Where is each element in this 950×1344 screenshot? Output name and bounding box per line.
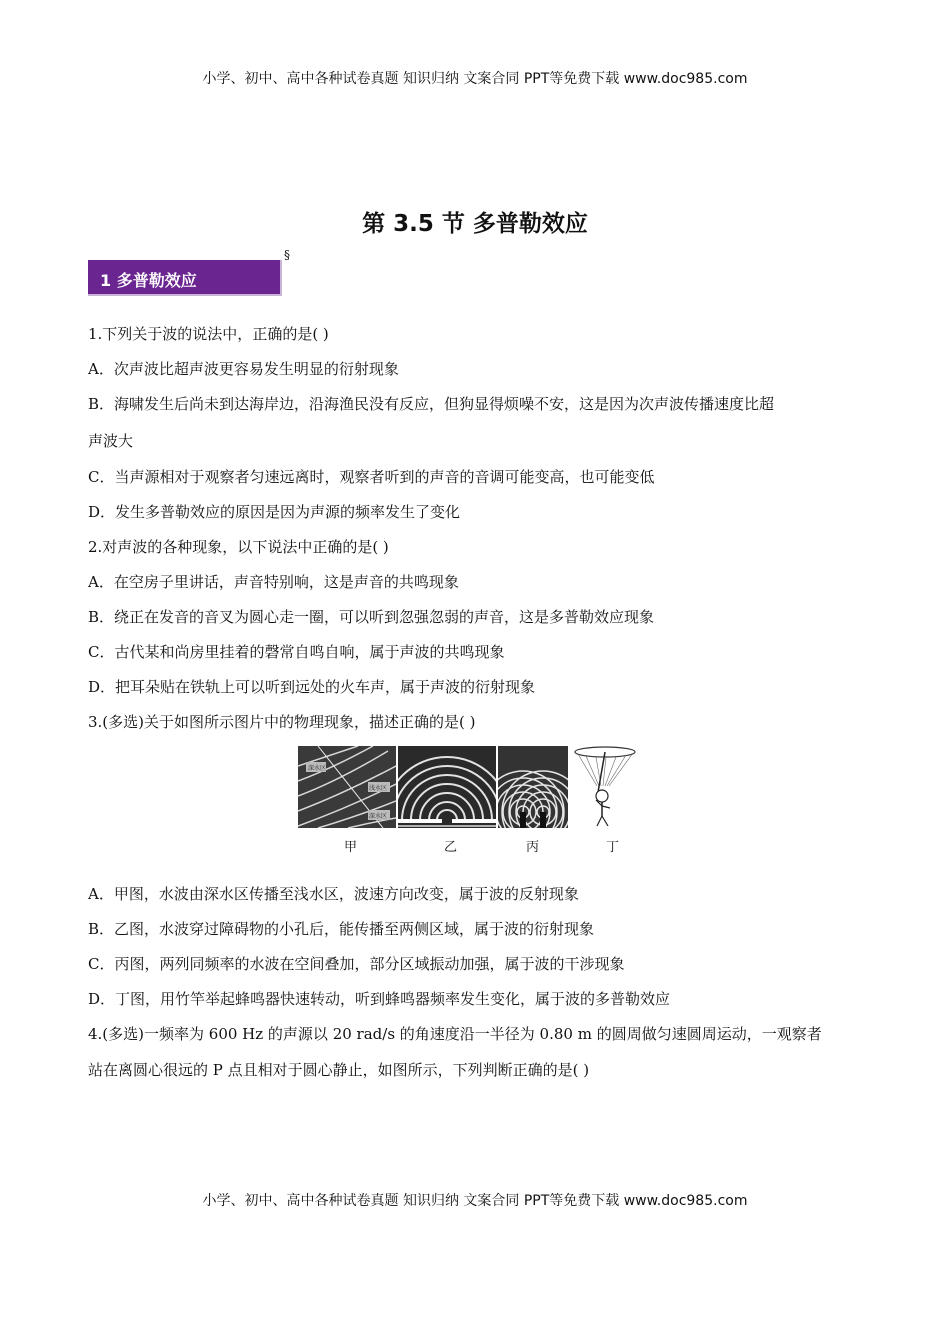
figure-panel-ding [572,746,638,828]
question-line: 1.下列关于波的说法中，正确的是( ) [88,325,329,343]
section-mark: § [284,248,290,262]
option-line: A．甲图，水波由深水区传播至浅水区，波速方向改变，属于波的反射现象 [88,885,579,903]
option-line: D．丁图，用竹竿举起蜂鸣器快速转动，听到蜂鸣器频率发生变化，属于波的多普勒效应 [88,990,671,1008]
page-title: 第 3.5 节 多普勒效应 [362,211,588,237]
section-label: 1 多普勒效应 [100,271,197,290]
option-line: A．次声波比超声波更容易发生明显的衍射现象 [88,360,399,378]
footer-banner: 小学、初中、高中各种试卷真题 知识归纳 文案合同 PPT等免费下载 www.doc985.com [202,1193,748,1209]
section-heading [88,260,282,296]
panel-label: 浅水区 [369,785,388,792]
question-line: 站在离圆心很远的 P 点且相对于圆心静止，如图所示，下列判断正确的是( ) [88,1061,590,1079]
option-line: B．海啸发生后尚未到达海岸边，沿海渔民没有反应，但狗显得烦噪不安，这是因为次声波传播速度比超 [88,395,775,413]
figure-panel-yi [398,746,496,828]
figure-caption: 丙 [526,840,540,855]
panel-label: 深水区 [308,765,327,772]
option-line: D．发生多普勒效应的原因是因为声源的频率发生了变化 [88,503,461,521]
figure-panel-jia [298,746,396,828]
panel-label: 深水区 [369,813,388,820]
figure-caption: 甲 [344,840,358,855]
question-line: 3.(多选)关于如图所示图片中的物理现象，描述正确的是( ) [88,713,476,731]
header-banner: 小学、初中、高中各种试卷真题 知识归纳 文案合同 PPT等免费下载 www.doc985.com [202,71,748,87]
option-line: D．把耳朵贴在铁轨上可以听到远处的火车声，属于声波的衍射现象 [88,678,536,696]
option-line: C．丙图，两列同频率的水波在空间叠加，部分区域振动加强，属于波的干涉现象 [88,955,625,973]
question-line: 4.(多选)一频率为 600 Hz 的声源以 20 rad/s 的角速度沿一半径为 0.80 m 的圆周做匀速圆周运动，一观察者 [88,1025,822,1043]
option-line: B．乙图，水波穿过障碍物的小孔后，能传播至两侧区域，属于波的衍射现象 [88,920,595,938]
figure-panel-bing [498,746,568,828]
figure-caption: 乙 [444,840,458,855]
option-line: C．当声源相对于观察者匀速远离时，观察者听到的声音的音调可能变高，也可能变低 [88,468,655,486]
option-line: C．古代某和尚房里挂着的磬常自鸣自响，属于声波的共鸣现象 [88,643,505,661]
option-line: 声波大 [88,432,134,450]
option-line: A．在空房子里讲话，声音特别响，这是声音的共鸣现象 [88,573,459,591]
question-line: 2.对声波的各种现象，以下说法中正确的是( ) [88,538,389,556]
figure-caption: 丁 [606,840,620,855]
option-line: B．绕正在发音的音叉为圆心走一圈，可以听到忽强忽弱的声音，这是多普勒效应现象 [88,608,655,626]
